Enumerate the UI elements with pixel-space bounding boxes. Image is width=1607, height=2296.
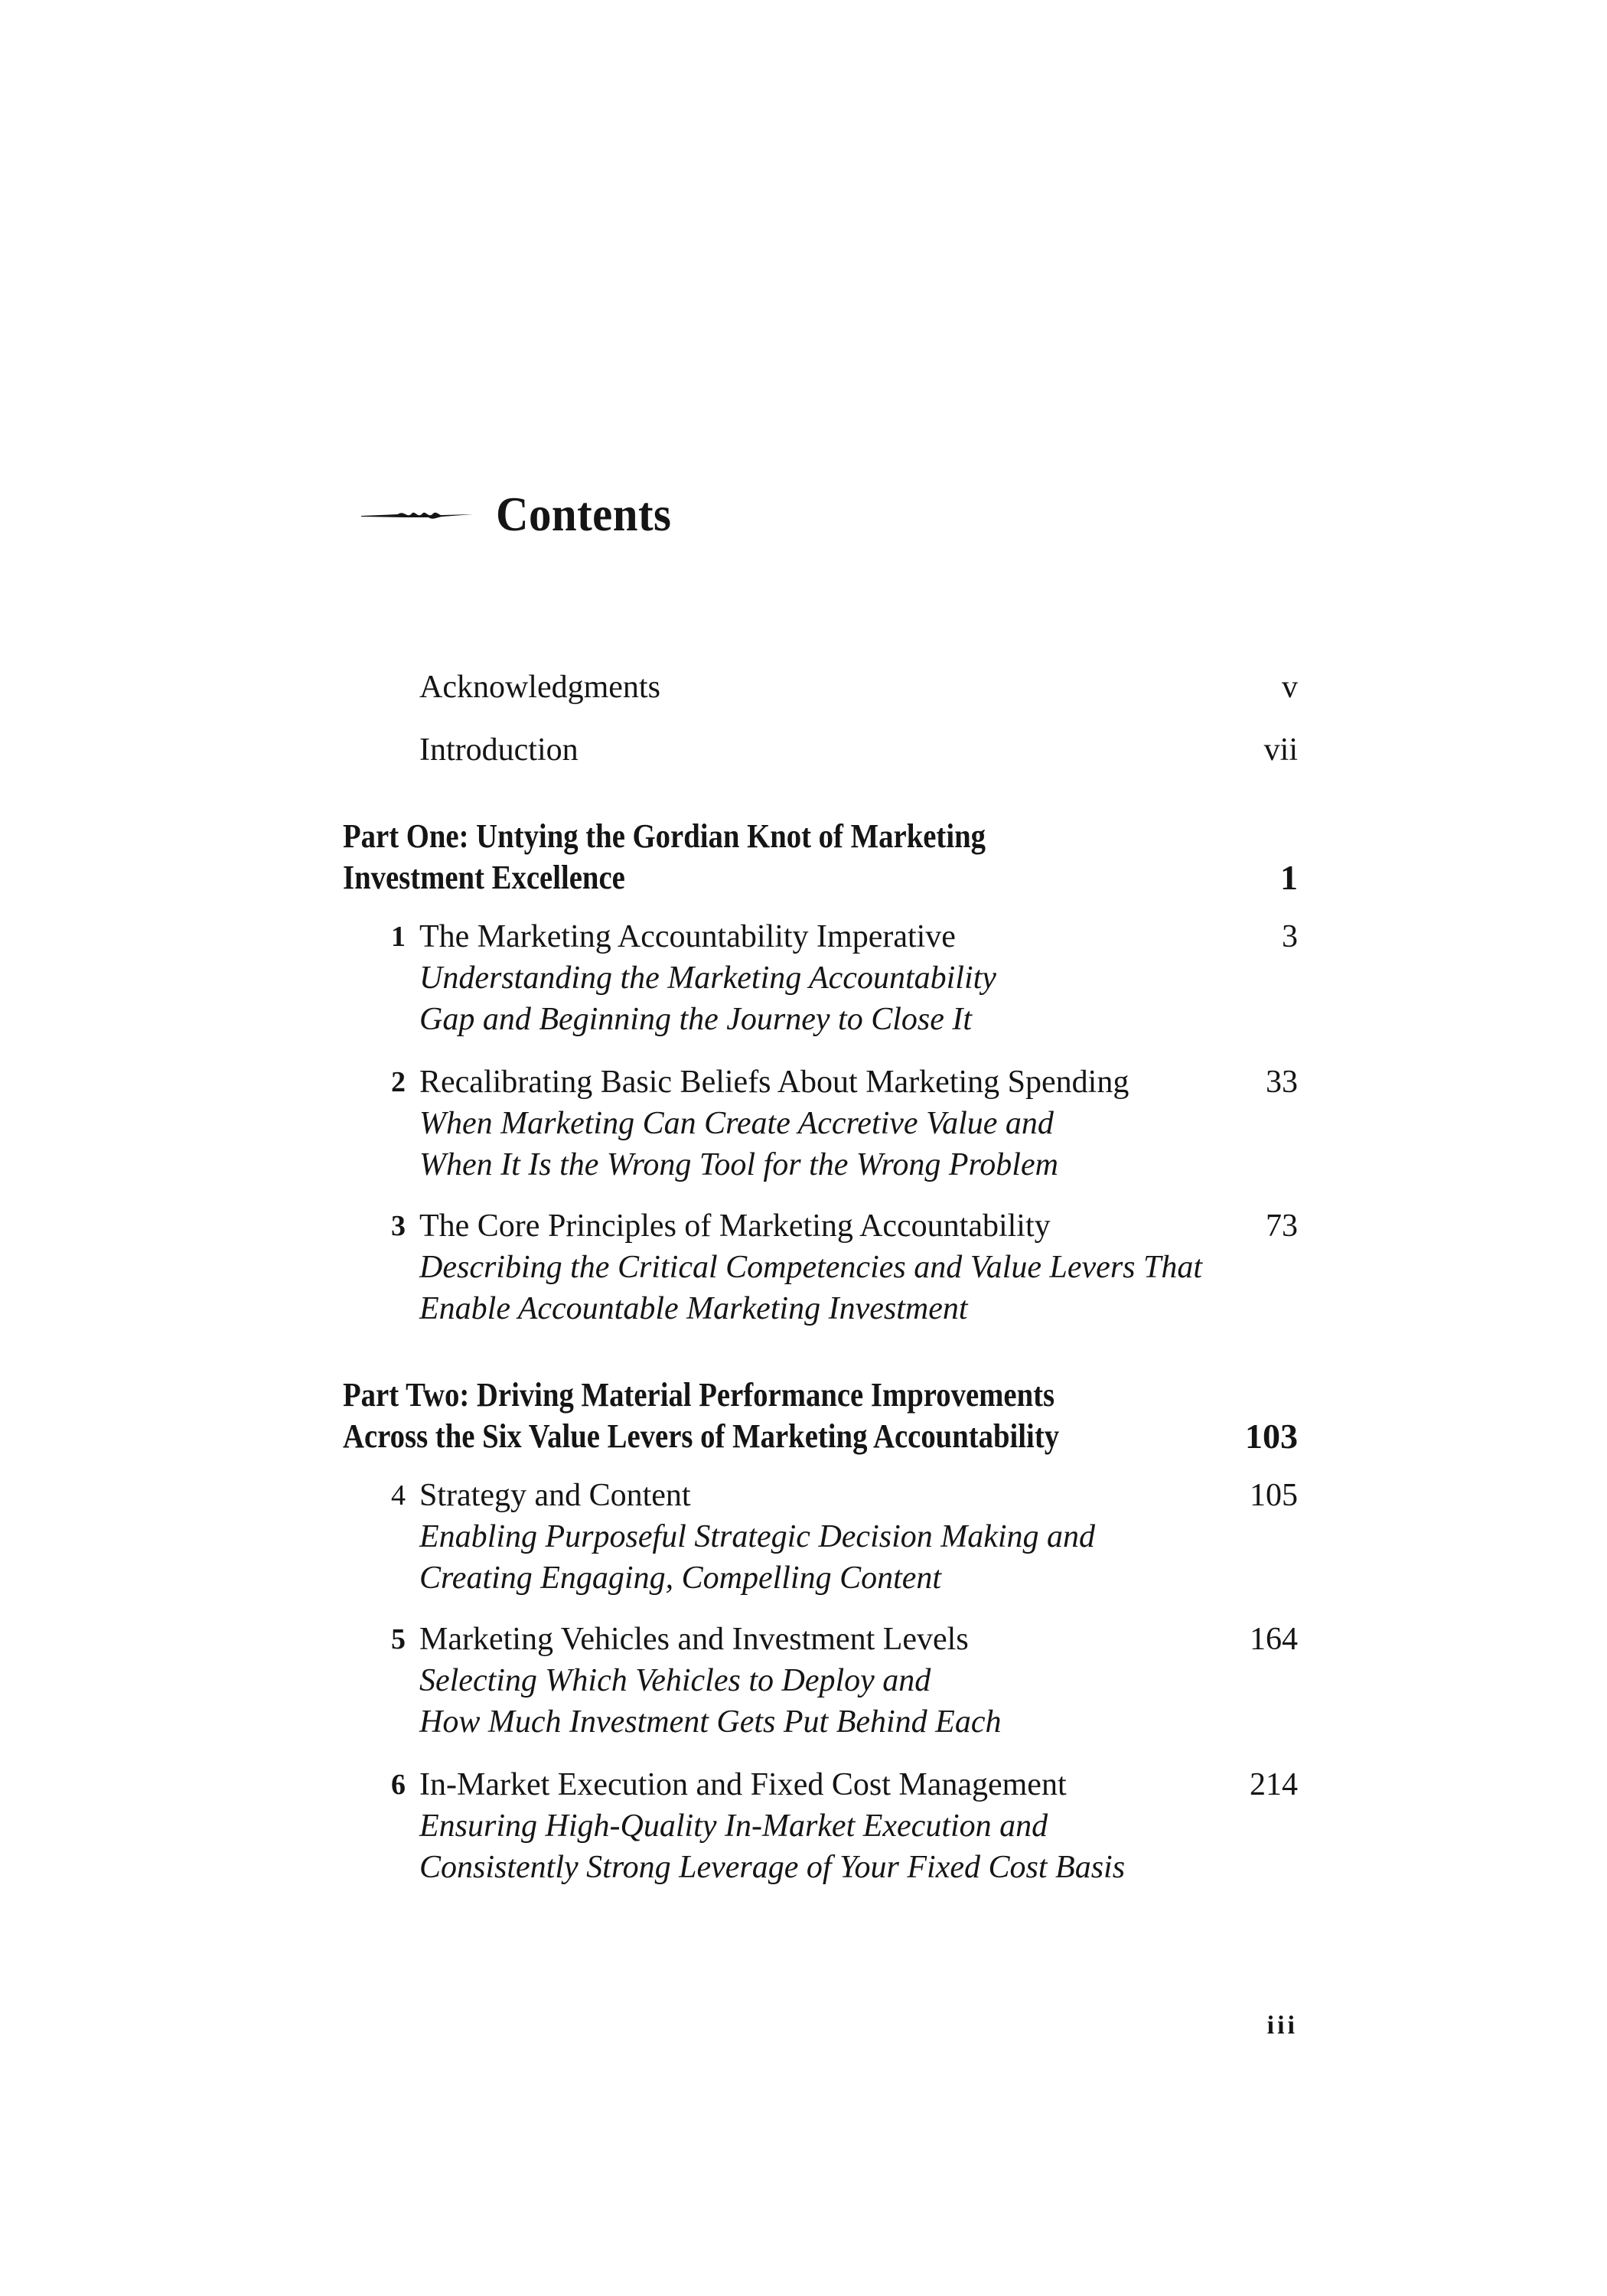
chapter-3-subtitle-cont: Enable Accountable Marketing Investment — [419, 1291, 968, 1326]
part-one-page-number: 1 — [1280, 858, 1298, 897]
part-one-title[interactable]: Part One: Untying the Gordian Knot of Marketing — [343, 817, 986, 855]
toc-entry-introduction[interactable]: Introduction — [419, 732, 579, 768]
chapter-2-page-number: 33 — [1266, 1065, 1298, 1100]
chapter-6-subtitle: Ensuring High-Quality In-Market Execution and — [419, 1808, 1048, 1844]
chapter-6-title[interactable]: In-Market Execution and Fixed Cost Management — [419, 1767, 1067, 1802]
chapter-3-subtitle: Describing the Critical Competencies and Value Levers That — [419, 1250, 1203, 1285]
chapter-1-subtitle-cont: Gap and Beginning the Journey to Close It — [419, 1002, 973, 1037]
page-number: vii — [1263, 732, 1298, 768]
chapter-number: 6 — [391, 1769, 406, 1801]
chapter-3-title[interactable]: The Core Principles of Marketing Accountability — [419, 1208, 1051, 1244]
chapter-4-title[interactable]: Strategy and Content — [419, 1478, 691, 1513]
chapter-4-subtitle: Enabling Purposeful Strategic Decision Making and — [419, 1519, 1096, 1554]
chapter-number: 4 — [391, 1479, 406, 1512]
chapter-number: 2 — [391, 1066, 406, 1098]
chapter-6-subtitle-cont: Consistently Strong Leverage of Your Fixed Cost Basis — [419, 1850, 1126, 1885]
chapter-2-subtitle-cont: When It Is the Wrong Tool for the Wrong Problem — [419, 1147, 1058, 1182]
chapter-4-subtitle-cont: Creating Engaging, Compelling Content — [419, 1561, 942, 1596]
toc-entry-acknowledgments[interactable]: Acknowledgments — [419, 670, 660, 705]
chapter-6-page-number: 214 — [1250, 1767, 1298, 1802]
chapter-2-title[interactable]: Recalibrating Basic Beliefs About Marketing Spending — [419, 1065, 1129, 1100]
flourish-rule-icon — [360, 499, 474, 530]
chapter-number: 3 — [391, 1210, 406, 1242]
part-two-page-number: 103 — [1245, 1417, 1298, 1456]
folio-page-number: iii — [1266, 2011, 1298, 2040]
page-number: v — [1282, 670, 1298, 705]
chapter-1-title[interactable]: The Marketing Accountability Imperative — [419, 919, 956, 954]
chapter-5-title[interactable]: Marketing Vehicles and Investment Levels — [419, 1622, 969, 1657]
part-one-title-cont[interactable]: Investment Excellence — [343, 859, 625, 896]
part-two-title-cont[interactable]: Across the Six Value Levers of Marketing Accountability — [343, 1417, 1060, 1455]
chapter-1-subtitle: Understanding the Marketing Accountability — [419, 960, 996, 996]
chapter-5-subtitle: Selecting Which Vehicles to Deploy and — [419, 1663, 931, 1698]
page-title: Contents — [496, 487, 672, 541]
chapter-5-subtitle-cont: How Much Investment Gets Put Behind Each — [419, 1704, 1002, 1740]
chapter-4-page-number: 105 — [1250, 1478, 1298, 1513]
chapter-number: 5 — [391, 1623, 406, 1655]
chapter-3-page-number: 73 — [1266, 1208, 1298, 1244]
chapter-number: 1 — [391, 921, 406, 953]
chapter-2-subtitle: When Marketing Can Create Accretive Value and — [419, 1106, 1054, 1141]
chapter-5-page-number: 164 — [1250, 1622, 1298, 1657]
part-two-title[interactable]: Part Two: Driving Material Performance Improvements — [343, 1376, 1055, 1414]
chapter-1-page-number: 3 — [1282, 919, 1298, 954]
